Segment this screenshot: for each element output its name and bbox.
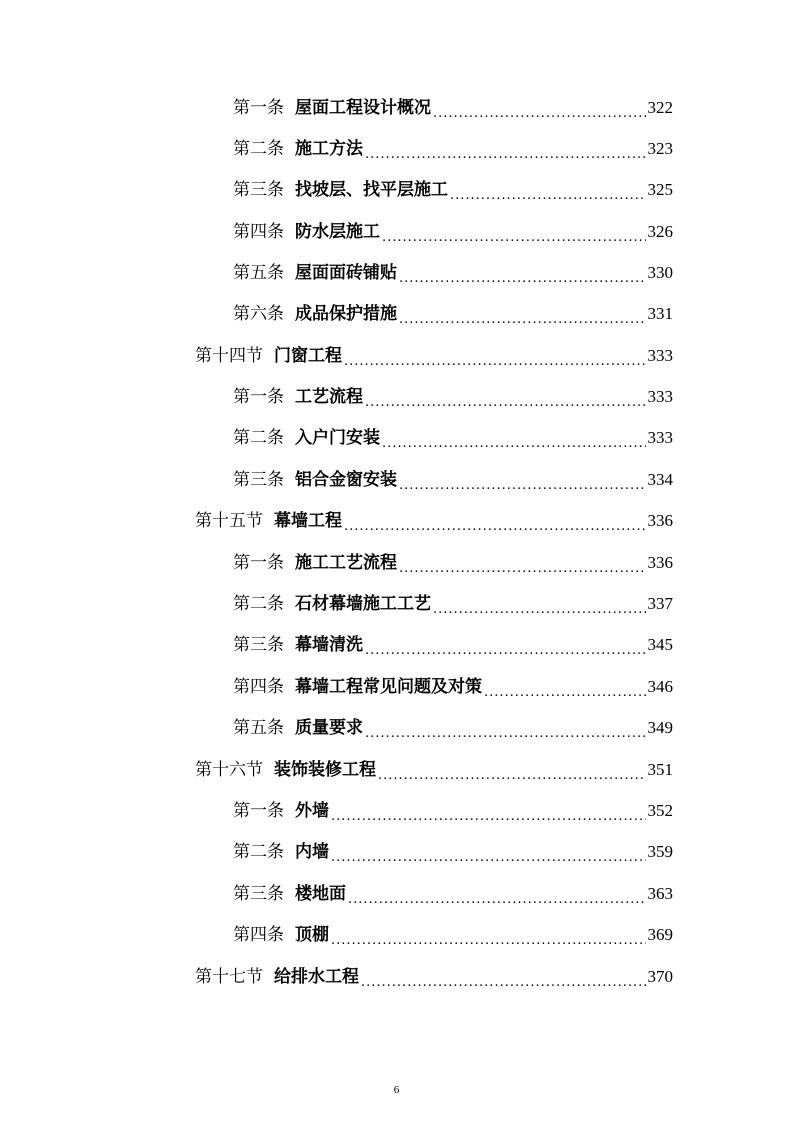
toc-entry[interactable] <box>233 796 673 826</box>
toc-dot-leader <box>331 845 646 867</box>
toc-dot-leader <box>331 804 646 826</box>
toc-entry[interactable] <box>233 630 673 660</box>
toc-entry-title: 成品保护措施 <box>295 304 397 324</box>
toc-entry-number: 第四条 <box>233 925 284 945</box>
toc-dot-leader <box>344 514 646 536</box>
toc-entry-number: 第一条 <box>233 98 284 118</box>
toc-entry-page: 351 <box>647 760 673 779</box>
toc-entry-title: 入户门安装 <box>295 428 380 448</box>
toc-dot-leader <box>361 970 646 992</box>
toc-entry-page: 369 <box>647 925 673 944</box>
toc-dot-leader <box>365 142 646 164</box>
toc-entry-number: 第六条 <box>233 304 284 324</box>
toc-entry-number: 第十四节 <box>195 346 263 366</box>
toc-entry-title: 屋面面砖铺贴 <box>295 263 397 283</box>
toc-entry-number: 第二条 <box>233 428 284 448</box>
toc-entry[interactable] <box>233 879 673 909</box>
toc-entry-number: 第三条 <box>233 635 284 655</box>
toc-entry-title: 内墙 <box>295 842 329 862</box>
toc-entry-page: 359 <box>647 842 673 861</box>
toc-entry-page: 352 <box>647 801 673 820</box>
toc-entry-page: 331 <box>647 304 673 323</box>
toc-dot-leader <box>450 183 646 205</box>
toc-entry-number: 第四条 <box>233 222 284 242</box>
toc-dot-leader <box>382 431 646 453</box>
toc-entry-page: 336 <box>647 553 673 572</box>
toc-entry-title: 施工工艺流程 <box>295 553 397 573</box>
toc-dot-leader <box>378 763 646 785</box>
toc-entry-page: 334 <box>647 470 673 489</box>
toc-entry-number: 第五条 <box>233 718 284 738</box>
toc-entry-title: 工艺流程 <box>295 387 363 407</box>
toc-dot-leader <box>399 307 646 329</box>
toc-entry-page: 337 <box>647 594 673 613</box>
toc-entry[interactable] <box>233 258 673 288</box>
toc-entry-title: 门窗工程 <box>274 346 342 366</box>
toc-entry[interactable] <box>233 589 673 619</box>
toc-entry-page: 345 <box>647 635 673 654</box>
toc-dot-leader <box>433 101 646 123</box>
toc-section-entry[interactable] <box>195 962 673 992</box>
toc-entry[interactable] <box>233 548 673 578</box>
toc-entry[interactable] <box>233 920 673 950</box>
toc-entry-number: 第十六节 <box>195 760 263 780</box>
toc-dot-leader <box>365 721 646 743</box>
toc-entry-page: 346 <box>647 677 673 696</box>
toc-dot-leader <box>399 266 646 288</box>
toc-entry-number: 第三条 <box>233 180 284 200</box>
toc-dot-leader <box>399 473 646 495</box>
toc-entry-page: 326 <box>647 222 673 241</box>
toc-entry[interactable] <box>233 713 673 743</box>
toc-entry-title: 屋面工程设计概况 <box>295 98 431 118</box>
toc-entry-number: 第三条 <box>233 884 284 904</box>
toc-entry-number: 第二条 <box>233 139 284 159</box>
toc-section-entry[interactable] <box>195 506 673 536</box>
toc-entry-number: 第十七节 <box>195 967 263 987</box>
toc-entry[interactable] <box>233 217 673 247</box>
toc-dot-leader <box>344 349 646 371</box>
toc-entry[interactable] <box>233 299 673 329</box>
toc-entry-page: 333 <box>647 346 673 365</box>
toc-entry-title: 石材幕墙施工工艺 <box>295 594 431 614</box>
toc-entry[interactable] <box>233 672 673 702</box>
toc-entry-page: 330 <box>647 263 673 282</box>
toc-entry[interactable] <box>233 93 673 123</box>
toc-entry-page: 323 <box>647 139 673 158</box>
toc-entry-number: 第四条 <box>233 677 284 697</box>
toc-entry-number: 第一条 <box>233 801 284 821</box>
toc-dot-leader <box>399 556 646 578</box>
toc-section-entry[interactable] <box>195 341 673 371</box>
toc-dot-leader <box>382 225 646 247</box>
toc-entry-title: 幕墙工程 <box>274 511 342 531</box>
toc-dot-leader <box>331 928 646 950</box>
toc-entry-number: 第五条 <box>233 263 284 283</box>
toc-entry-number: 第一条 <box>233 387 284 407</box>
toc-entry[interactable] <box>233 837 673 867</box>
toc-entry-title: 外墙 <box>295 801 329 821</box>
toc-entry[interactable] <box>233 423 673 453</box>
toc-entry-title: 幕墙工程常见问题及对策 <box>295 677 482 697</box>
toc-entry-page: 322 <box>647 98 673 117</box>
toc-entry[interactable] <box>233 175 673 205</box>
toc-entry[interactable] <box>233 465 673 495</box>
toc-entry-title: 幕墙清洗 <box>295 635 363 655</box>
page-number: 6 <box>393 1084 400 1096</box>
toc-dot-leader <box>365 638 646 660</box>
toc-entry-title: 质量要求 <box>295 718 363 738</box>
toc-entry-title: 找坡层、找平层施工 <box>295 180 448 200</box>
toc-entry-title: 防水层施工 <box>295 222 380 242</box>
toc-entry-page: 333 <box>647 428 673 447</box>
toc-entry-page: 325 <box>647 180 673 199</box>
toc-entry-title: 施工方法 <box>295 139 363 159</box>
toc-entry-number: 第二条 <box>233 842 284 862</box>
toc-entry-title: 顶棚 <box>295 925 329 945</box>
toc-section-entry[interactable] <box>195 755 673 785</box>
toc-entry-title: 铝合金窗安装 <box>295 470 397 490</box>
toc-entry[interactable] <box>233 382 673 412</box>
toc-entry-page: 336 <box>647 511 673 530</box>
toc-entry-page: 349 <box>647 718 673 737</box>
toc-entry-number: 第一条 <box>233 553 284 573</box>
toc-entry-page: 363 <box>647 884 673 903</box>
toc-entry-page: 370 <box>647 967 673 986</box>
toc-dot-leader <box>365 390 646 412</box>
toc-entry-number: 第二条 <box>233 594 284 614</box>
toc-dot-leader <box>348 887 646 909</box>
toc-entry-page: 333 <box>647 387 673 406</box>
toc-dot-leader <box>484 680 646 702</box>
toc-entry-number: 第十五节 <box>195 511 263 531</box>
toc-entry[interactable] <box>233 134 673 164</box>
toc-entry-title: 装饰装修工程 <box>274 760 376 780</box>
toc-entry-number: 第三条 <box>233 470 284 490</box>
toc-entry-title: 楼地面 <box>295 884 346 904</box>
toc-entry-title: 给排水工程 <box>274 967 359 987</box>
toc-dot-leader <box>433 597 646 619</box>
